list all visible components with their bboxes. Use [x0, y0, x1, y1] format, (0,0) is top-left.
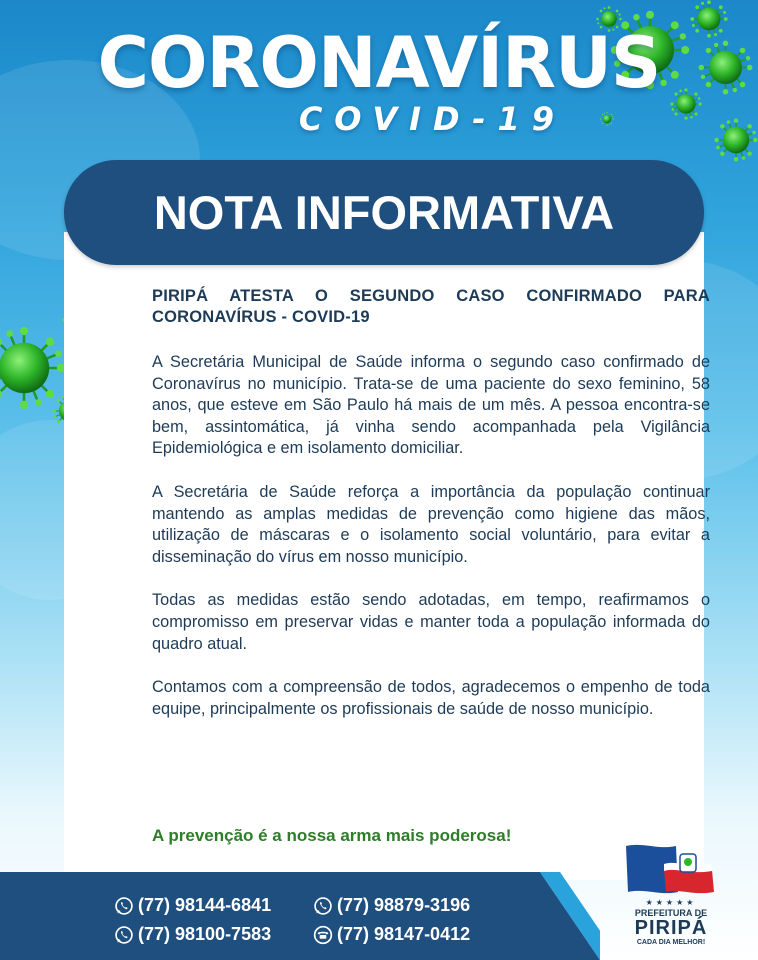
article-paragraph: Contamos com a compreensão de todos, agradecemos o empenho de toda equipe, principalmente os profissionais de saúde de nosso município.: [152, 678, 710, 718]
whatsapp-icon: [114, 896, 134, 916]
article-content: [152, 286, 710, 742]
article-paragraph: A Secretária de Saúde reforça a importância da população continuar mantendo as amplas medidas de prevenção como higiene das mãos, utilização de máscaras e o isolamento social voluntário, para evitar a disseminação do vírus em nosso município.: [152, 482, 710, 566]
article-paragraph: A Secretária Municipal de Saúde informa o segundo caso confirmado de Coronavírus no município. Trata-se de uma paciente do sexo feminino, 58 anos, que esteve em São Paulo há mais de um mês. A pessoa encontra-se bem, assintomática, já vinha sendo acompanhada pela Vigilância Epidemiológica e em isolamento domiciliar.: [152, 353, 710, 458]
notice-banner: [64, 160, 704, 265]
article-headline: PIRIPÁ ATESTA O SEGUNDO CASO CONFIRMADO PARA CORONAVÍRUS - COVID-19: [152, 287, 710, 326]
virus-icon: [600, 112, 614, 126]
phone-number: (77) 98100-7583: [138, 924, 272, 944]
slogan: A prevenção é a nossa arma mais poderosa!: [152, 826, 512, 845]
footer-bar: [0, 872, 600, 960]
whatsapp-icon: [114, 925, 134, 945]
contact-phone[interactable]: [313, 924, 470, 945]
contact-phone[interactable]: [114, 895, 271, 916]
phone-number: (77) 98879-3196: [337, 895, 471, 915]
virus-icon: [714, 118, 758, 162]
phone-number: (77) 98144-6841: [138, 895, 272, 915]
logo-line1: PREFEITURA DE: [634, 908, 708, 918]
logo-tagline: CADA DIA MELHOR!: [636, 939, 706, 946]
whatsapp-icon: [313, 896, 333, 916]
banner-title: NOTA INFORMATIVA: [153, 186, 615, 239]
logo-line2: PIRIPÁ: [634, 917, 708, 939]
prefeitura-logo: [616, 840, 726, 952]
logo-stars: ★★★★★: [645, 898, 697, 907]
article-paragraph: Todas as medidas estão sendo adotadas, em tempo, reafirmamos o compromisso em preservar vidas e manter toda a população informada do quadro atual.: [152, 591, 710, 653]
phone-number: (77) 98147-0412: [337, 924, 471, 944]
page-subtitle: COVID-19: [298, 100, 566, 138]
telephone-icon: [313, 925, 333, 945]
contact-phone[interactable]: [114, 924, 271, 945]
page-title: CORONAVÍRUS: [97, 22, 661, 104]
flag-icon: [616, 840, 726, 900]
contact-phone[interactable]: [313, 895, 470, 916]
